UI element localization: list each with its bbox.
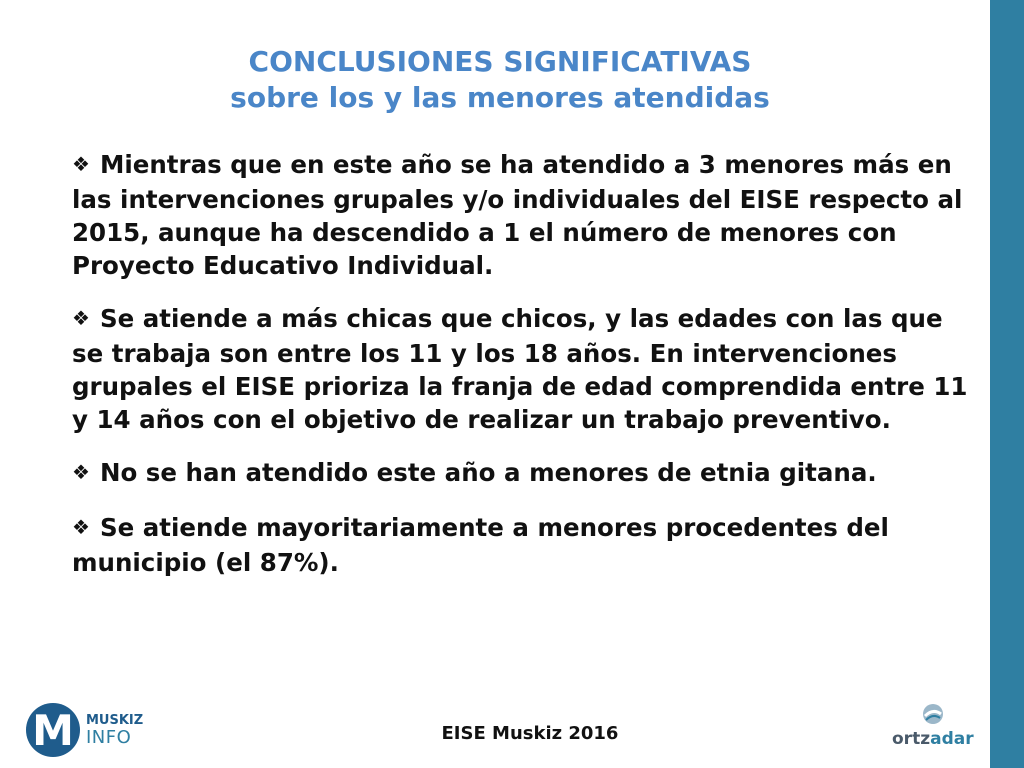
- diamond-bullet-icon: ❖: [72, 515, 90, 539]
- bullet-item: [72, 456, 972, 491]
- ortzadar-wordmark: [892, 729, 974, 749]
- bullet-text: Se atiende mayoritariamente a menores procedentes del municipio (el 87%).: [72, 513, 889, 577]
- wordmark-part-1: ortz: [892, 729, 931, 749]
- bullet-item: [72, 148, 972, 282]
- diamond-bullet-icon: ❖: [72, 460, 90, 484]
- logo-sub-text: INFO: [86, 727, 132, 748]
- ortzadar-mark-icon: [922, 703, 944, 725]
- bullet-text: Se atiende a más chicas que chicos, y las edades con las que se trabaja son entre los 11 y los 18 años. En intervenciones grupales el EISE prioriza la franja de edad comprendida entre 11 y 14 años con el objetivo de realizar un trabajo preventivo.: [72, 304, 968, 434]
- bullet-list: [72, 148, 972, 599]
- title-line-2: sobre los y las menores atendidas: [230, 81, 770, 114]
- bullet-text: Mientras que en este año se ha atendido a 3 menores más en las intervenciones grupales y/o individuales del EISE respecto al 2015, aunque ha descendido a 1 el número de menores con Proyecto Educativo Individual.: [72, 150, 963, 280]
- slide-title: [0, 44, 1000, 116]
- diamond-bullet-icon: ❖: [72, 152, 90, 176]
- bullet-item: [72, 511, 972, 579]
- ortzadar-logo: [892, 703, 982, 759]
- logo-brand-text: MUSKIZ: [86, 713, 144, 728]
- logo-letter: M: [32, 706, 74, 755]
- title-line-1: CONCLUSIONES SIGNIFICATIVAS: [248, 45, 752, 78]
- diamond-bullet-icon: ❖: [72, 306, 90, 330]
- footer-caption: EISE Muskiz 2016: [441, 723, 619, 744]
- wordmark-part-2: adar: [930, 729, 974, 749]
- bullet-item: [72, 302, 972, 436]
- bullet-text: No se han atendido este año a menores de etnia gitana.: [99, 458, 877, 487]
